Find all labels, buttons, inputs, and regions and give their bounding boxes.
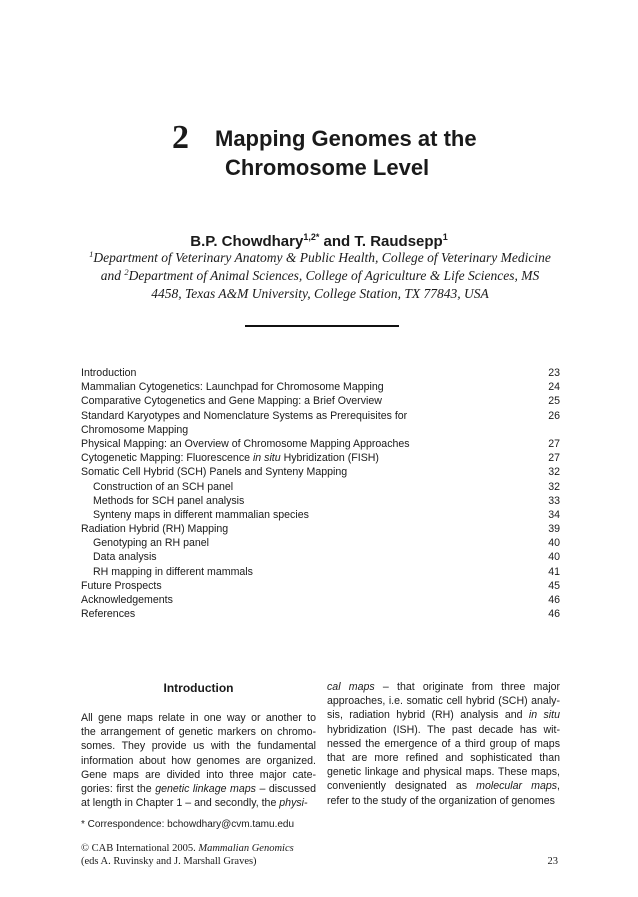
- toc-entry: [81, 480, 560, 494]
- author-name: B.P. Chowdhary: [190, 233, 304, 250]
- toc-entry-page: 26: [548, 409, 560, 422]
- toc-entry: [81, 409, 560, 423]
- page-number: 23: [547, 856, 558, 867]
- author-conjunction: and: [319, 233, 355, 250]
- author-affiliation-mark: 1: [442, 232, 448, 242]
- toc-entry-page: 34: [548, 508, 560, 521]
- toc-entry-page: 39: [548, 523, 560, 536]
- toc-entry: [81, 380, 560, 394]
- intro-column-right: [327, 680, 560, 808]
- affiliation-mark: 1: [89, 249, 94, 259]
- toc-entry-title: Synteny maps in different mammalian species: [93, 508, 309, 521]
- text-line: that are more refined and sophisticated than: [327, 751, 560, 764]
- divider-rule: [245, 325, 399, 327]
- toc-entry-title: Mammalian Cytogenetics: Launchpad for Chromosome Mapping: [81, 381, 384, 394]
- text-line: refer to the study of the organization of genomes: [327, 794, 555, 807]
- toc-entry-page: 23: [548, 367, 560, 379]
- toc-entry-title: Cytogenetic Mapping: Fluorescence in situ Hybridization (FISH): [81, 452, 379, 465]
- toc-entry: [81, 607, 560, 621]
- toc-entry: [81, 423, 560, 437]
- text-line: cal maps – that originate from three major: [327, 681, 561, 693]
- toc-entry: [81, 465, 560, 479]
- toc-entry-page: 46: [548, 608, 560, 621]
- toc-entry-title: References: [81, 608, 136, 621]
- toc-entry-title: RH mapping in different mammals: [93, 565, 253, 578]
- toc-entry: [81, 536, 560, 550]
- toc-entry-page: 32: [548, 466, 560, 479]
- toc-entry-page: 41: [548, 565, 560, 578]
- toc-entry-page: 33: [548, 494, 560, 507]
- toc-entry-page: 46: [548, 594, 560, 606]
- text-line: gories: first the genetic linkage maps – discussed: [81, 782, 316, 795]
- toc-entry-title: Chromosome Mapping: [81, 423, 189, 436]
- chapter-title-line1: Mapping Genomes at the: [215, 126, 477, 151]
- text-line: conveniently designated as molecular maps,: [327, 780, 560, 793]
- toc-entry: [81, 494, 560, 508]
- toc-entry-page: 27: [548, 452, 560, 465]
- toc-entry: [81, 394, 560, 408]
- toc-entry: [81, 366, 560, 380]
- toc-entry-title: Physical Mapping: an Overview of Chromosome Mapping Approaches: [81, 437, 410, 450]
- toc-entry-title: Somatic Cell Hybrid (SCH) Panels and Synteny Mapping: [81, 466, 348, 479]
- correspondence-note: * Correspondence: bchowdhary@cvm.tamu.edu: [81, 819, 295, 830]
- chapter-title-line2: Chromosome Level: [225, 155, 430, 180]
- toc-entry-page: 27: [548, 437, 560, 450]
- text-line: approaches, i.e. somatic cell hybrid (SCH) analy-: [327, 695, 560, 708]
- book-editors: (eds A. Ruvinsky and J. Marshall Graves): [81, 856, 257, 867]
- toc-entry-page: 40: [548, 537, 560, 550]
- author-affiliation-mark: 1,2*: [303, 232, 320, 242]
- text-line: genetic linkage and physical maps. These maps,: [327, 766, 560, 779]
- text-line: Gene maps are divided into three major cate-: [81, 768, 316, 781]
- text-line: at length in Chapter 1 – and secondly, the physi-: [81, 797, 308, 810]
- affiliation-mark: 2: [124, 267, 129, 277]
- toc-entry-title: Comparative Cytogenetics and Gene Mapping: a Brief Overview: [81, 395, 382, 408]
- text-line: nessed the emergence of a third group of maps: [327, 737, 560, 750]
- toc-entry-page: 24: [548, 381, 560, 394]
- section-heading: Introduction: [163, 681, 234, 695]
- affiliations: [60, 249, 580, 303]
- intro-column-left: [81, 680, 316, 810]
- toc-entry-page: 25: [548, 395, 560, 408]
- toc-entry-page: 45: [548, 579, 560, 592]
- toc-entry-page: 32: [548, 480, 560, 493]
- toc-entry: [81, 550, 560, 564]
- toc-entry-title: Standard Karyotypes and Nomenclature Systems as Prerequisites for: [81, 409, 408, 422]
- chapter-number: 2: [172, 119, 189, 156]
- copyright-note: © CAB International 2005. Mammalian Genomics (eds A. Ruvinsky and J. Marshall Graves): [81, 843, 294, 867]
- toc-entry-title: Construction of an SCH panel: [93, 480, 234, 493]
- affiliation-line: 4458, Texas A&M University, College Station, TX 77843, USA: [151, 286, 489, 301]
- toc-entry-title: Introduction: [81, 367, 137, 379]
- text-line: All gene maps relate in one way or another to: [81, 712, 316, 724]
- text-line: the arrangement of genetic markers on chromo-: [81, 726, 316, 739]
- book-title: Mammalian Genomics: [198, 843, 294, 854]
- text-line: hybridization (ISH). The past decade has wit-: [327, 723, 560, 736]
- toc-entry-page: 40: [548, 551, 560, 564]
- toc-entry: [81, 579, 560, 593]
- author-name: T. Raudsepp: [354, 233, 443, 250]
- toc-entry-title: Acknowledgements: [81, 594, 173, 606]
- toc-entry-title: Genotyping an RH panel: [93, 537, 210, 550]
- text-line: somes. They provide us with the fundamental: [81, 740, 316, 753]
- toc-entry: [81, 565, 560, 579]
- toc-entry: [81, 451, 560, 465]
- toc-entry: [81, 593, 560, 607]
- toc-entry-title: Methods for SCH panel analysis: [93, 494, 245, 507]
- toc-entry-title: Radiation Hybrid (RH) Mapping: [81, 523, 229, 536]
- text-line: information about how genomes are organized.: [81, 754, 316, 767]
- affiliation-line: and $^2$Department of Animal Sciences, College of Agriculture & Life Sciences, MS: [100, 267, 540, 283]
- table-of-contents: [81, 366, 560, 621]
- chapter-title: [215, 124, 515, 182]
- text-line: sis, radiation hybrid (RH) analysis and in situ: [327, 709, 560, 722]
- toc-entry: [81, 508, 560, 522]
- toc-entry: [81, 437, 560, 451]
- toc-entry-title: Data analysis: [93, 551, 157, 564]
- toc-entry-title: Future Prospects: [81, 579, 162, 592]
- toc-entry: [81, 522, 560, 536]
- affiliation-line: $^1$Department of Veterinary Anatomy & Public Health, College of Veterinary Medicine: [89, 249, 551, 265]
